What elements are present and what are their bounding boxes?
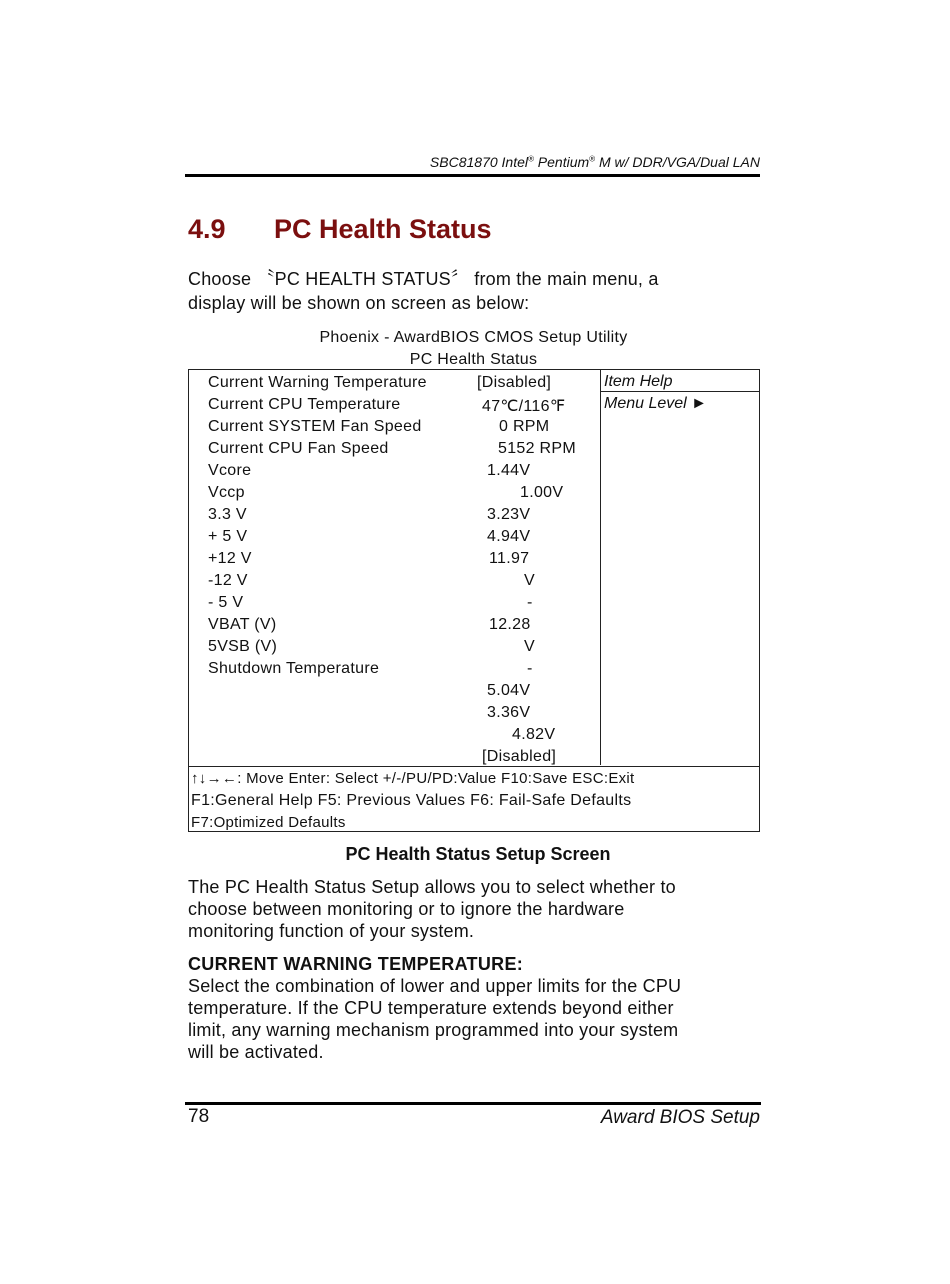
page-number: 78 — [188, 1106, 210, 1127]
setting-value: 12.28 — [489, 616, 531, 633]
warning-paragraph — [188, 975, 768, 1063]
setting-label: -12 V — [208, 572, 248, 589]
header-model: SBC81870 — [429, 154, 498, 170]
intro-line: display will be shown on screen as below: — [188, 293, 530, 313]
section-title — [188, 214, 492, 245]
bios-screen-title: PC Health Status — [409, 351, 538, 368]
setting-label: Current CPU Temperature — [208, 396, 401, 413]
setting-value: V — [524, 572, 535, 589]
warning-line: temperature. If the CPU temperature extends beyond either — [188, 998, 674, 1018]
setting-label: + 5 V — [208, 528, 248, 545]
key-legend-line: F1:General Help F5: Previous Values F6: Fail-Safe Defaults — [191, 792, 632, 809]
setting-value[interactable]: [Disabled] — [477, 374, 552, 391]
header-intel: Intel — [501, 154, 528, 170]
description-line: The PC Health Status Setup allows you to select whether to — [188, 877, 676, 897]
setting-value: 3.36V — [487, 704, 531, 721]
setting-value: 4.82V — [512, 726, 556, 743]
bios-settings-panel — [189, 370, 601, 765]
description-line: choose between monitoring or to ignore the hardware — [188, 899, 625, 919]
setting-label: Current CPU Fan Speed — [208, 440, 389, 457]
setting-label: Current SYSTEM Fan Speed — [208, 418, 422, 435]
setting-label: 5VSB (V) — [208, 638, 278, 655]
bios-utility-title: Phoenix - AwardBIOS CMOS Setup Utility — [319, 329, 628, 346]
chapter-title: Award BIOS Setup — [600, 1107, 760, 1128]
setting-value: V — [524, 638, 535, 655]
key-legend-line: F7:Optimized Defaults — [191, 814, 346, 831]
warning-line: Select the combination of lower and upper limits for the CPU — [188, 976, 682, 996]
description-line: monitoring function of your system. — [188, 921, 475, 941]
bios-key-legend — [189, 766, 759, 832]
menu-level-indicator: Menu Level ► — [604, 395, 707, 412]
setting-label: +12 V — [208, 550, 252, 567]
setting-label[interactable]: Shutdown Temperature — [208, 660, 380, 677]
setting-value: 5.04V — [487, 682, 531, 699]
setting-value: 47℃/116℉ — [482, 398, 566, 415]
setting-value: 5152 RPM — [498, 440, 576, 457]
setting-value: 4.94V — [487, 528, 531, 545]
figure-caption: PC Health Status Setup Screen — [345, 844, 611, 864]
item-help-panel — [601, 370, 759, 765]
setting-value: 1.00V — [520, 484, 564, 501]
setting-value: 0 RPM — [499, 418, 550, 435]
intro-paragraph — [188, 267, 768, 315]
setting-label[interactable]: Current Warning Temperature — [208, 374, 427, 391]
warning-line: will be activated. — [188, 1042, 324, 1062]
bios-screen — [188, 369, 760, 832]
section-heading: PC Health Status — [274, 214, 492, 244]
description-paragraph — [188, 876, 768, 942]
setting-value: 3.23V — [487, 506, 531, 523]
setting-label: - 5 V — [208, 594, 244, 611]
warning-line: limit, any warning mechanism programmed into your system — [188, 1020, 679, 1040]
setting-value[interactable]: [Disabled] — [482, 748, 557, 765]
header-rule — [185, 174, 760, 177]
header-pentium: Pentium — [537, 154, 590, 170]
setting-label: 3.3 V — [208, 506, 247, 523]
header-reg-mark: ® — [589, 154, 596, 164]
setting-value: 1.44V — [487, 462, 531, 479]
header-reg-mark: ® — [528, 154, 534, 164]
setting-value: - — [527, 660, 533, 677]
header-rest: M w/ DDR/VGA/Dual LAN — [598, 154, 760, 170]
setting-label: Vccp — [208, 484, 245, 501]
setting-value: - — [527, 594, 533, 611]
key-legend-line: ↑↓→←: Move Enter: Select +/-/PU/PD:Value F10:Save ESC:Exit — [191, 770, 635, 787]
footer-rule — [185, 1102, 761, 1105]
setting-label: VBAT (V) — [208, 616, 277, 633]
warning-heading: CURRENT WARNING TEMPERATURE: — [188, 954, 524, 974]
running-header — [185, 154, 760, 170]
intro-line: Choose 〝PC HEALTH STATUS〞 from the main menu, a — [188, 269, 659, 289]
section-number: 4.9 — [188, 214, 226, 244]
item-help-title: Item Help — [601, 370, 759, 392]
setting-value: 11.97 — [489, 550, 530, 567]
setting-label: Vcore — [208, 462, 252, 479]
